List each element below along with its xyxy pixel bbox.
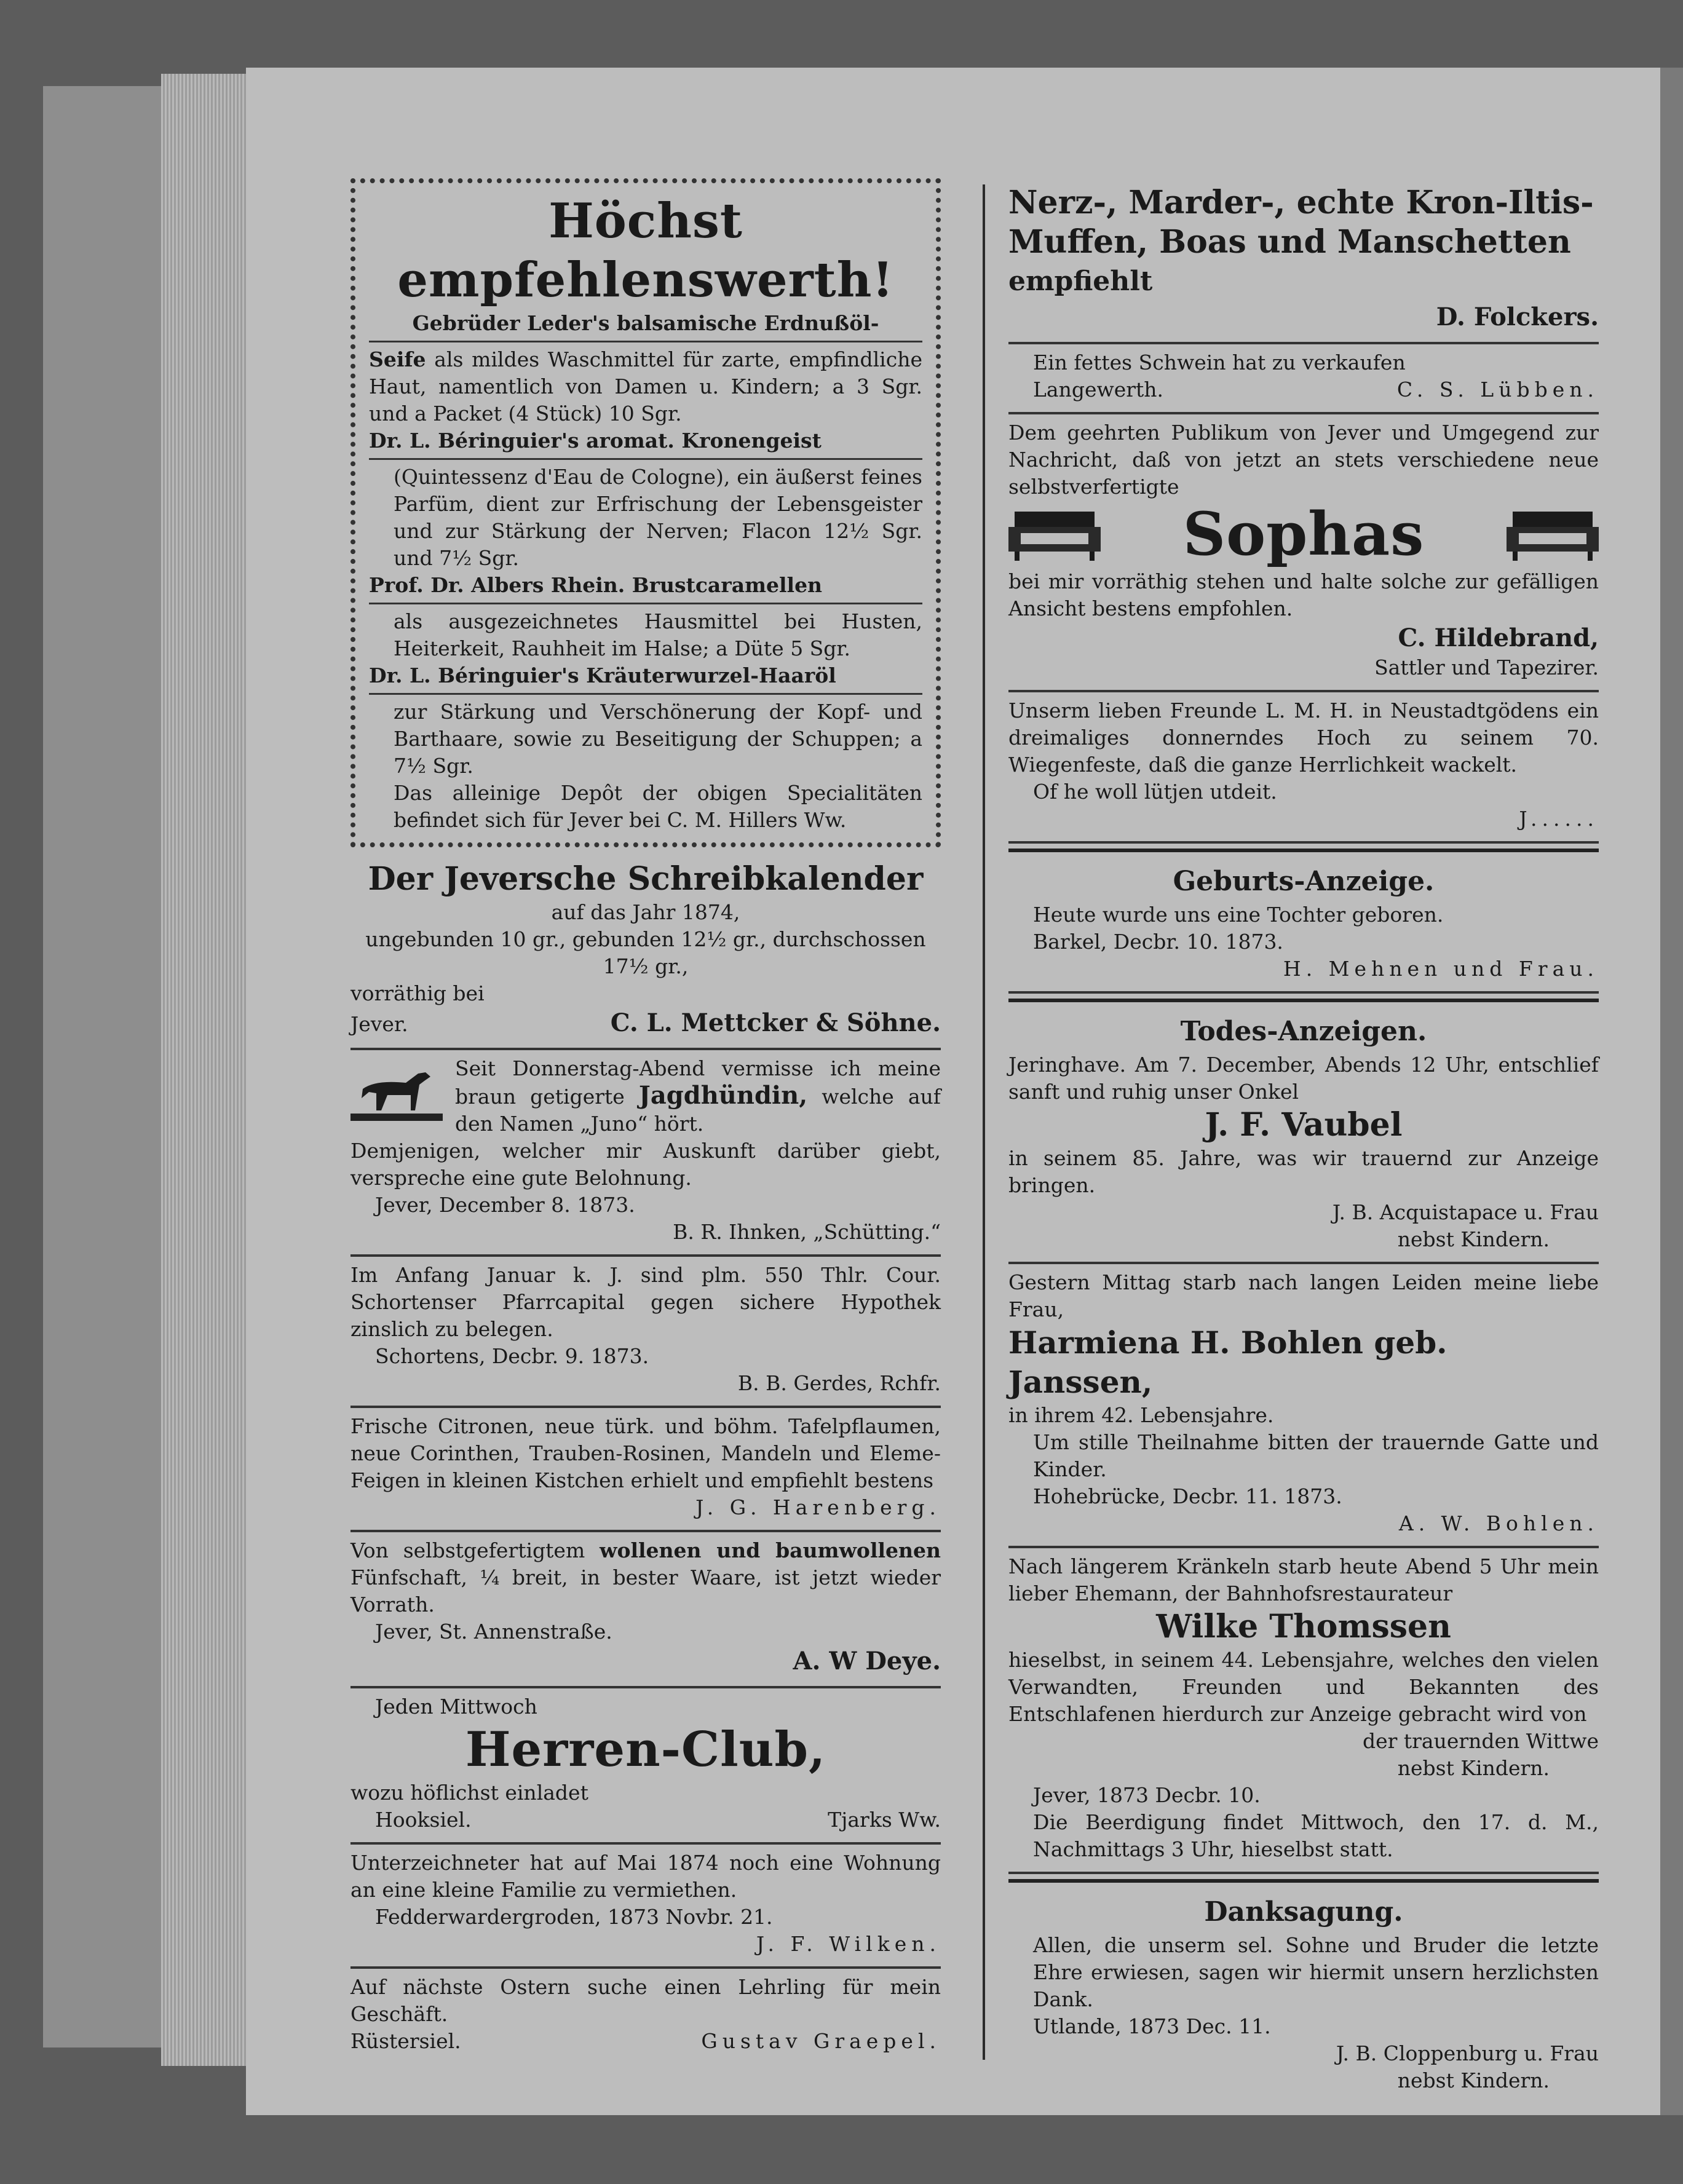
tod3-text2: hieselbst, in seinem 44. Lebensjahre, welches den vielen Verwandten, Freunden und Bekannten des Entschlafenen hierdurch zur Anzeige gebracht wird von [1008, 1648, 1599, 1726]
hund-signature: B. R. Ihnken, „Schütting.“ [673, 1220, 941, 1244]
geburt-text: Heute wurde uns eine Tochter geboren. [1033, 903, 1444, 927]
wolle-bold: wollenen und baumwollenen [600, 1538, 941, 1562]
tod-title: Todes-Anzeigen. [1180, 1016, 1427, 1047]
geburt-title: Geburts-Anzeige. [1173, 866, 1435, 897]
schwein-text: Ein fettes Schwein hat zu verkaufen [1033, 350, 1406, 374]
book-cover-edge [43, 86, 176, 2048]
tod3-name: Wilke Thomssen [1156, 1608, 1451, 1645]
kalender-ad [350, 855, 941, 1050]
left-column [350, 178, 941, 2063]
geburt-ad [1008, 857, 1599, 994]
tod2-signature: A. W. Bohlen. [1398, 1511, 1599, 1535]
boxed-advertisement [350, 178, 941, 847]
lehrling-text: Auf nächste Ostern suche einen Lehrling für mein Geschäft. [350, 1975, 941, 2026]
gruss-text: Unserm lieben Freunde L. M. H. in Neustadtgödens ein dreimaliges donnerndes Hoch zu seinem 70. Wiegenfeste, daß die ganze Herrlichkeit wackelt. [1008, 698, 1599, 777]
seife-heading: Seife [369, 347, 426, 371]
kalender-line3: vorräthig bei [350, 981, 485, 1005]
club-place: Hooksiel. [375, 1808, 472, 1832]
tod1-signature: J. B. Acquistapace u. Frau [1332, 1200, 1599, 1224]
tod2-text1: Gestern Mittag starb nach langen Leiden meine liebe Frau, [1008, 1270, 1599, 1321]
divider [369, 341, 922, 342]
kronengeist-text: (Quintessenz d'Eau de Cologne), ein äußerst feines Parfüm, dient zur Erfrischung der Lebensgeister und zur Stärkung der Nerven; Flacon 12½ Sgr. und 7½ Sgr. [394, 465, 922, 570]
wolle-text-pre: Von selbstgefertigtem [350, 1538, 585, 1562]
book-page-stack [161, 74, 253, 2066]
tod3-signature2: nebst Kindern. [1397, 1756, 1550, 1780]
sophas-text1: Dem geehrten Publikum von Jever und Umgegend zur Nachricht, daß von jetzt an stets verschiedene neue selbstverfertigte [1008, 421, 1599, 499]
hund-text1: Seit Donnerstag-Abend vermisse ich meine braun getigerte [455, 1056, 941, 1109]
gruss-line2: Of he woll lütjen utdeit. [1033, 780, 1277, 804]
dank-ad [1008, 1888, 1599, 2103]
kalender-title: Der Jeversche Schreibkalender [368, 860, 924, 898]
dank-text: Allen, die unserm sel. Sohne und Bruder die letzte Ehre erwiesen, sagen wir hiermit unsern herzlichsten Dank. [1033, 1933, 1599, 2011]
wolle-place: Jever, St. Annenstraße. [375, 1620, 612, 1644]
sophas-signature2: Sattler und Tapezirer. [1374, 655, 1599, 679]
haaroel-heading: Dr. L. Béringuier's Kräuterwurzel-Haaröl [369, 663, 836, 687]
sofa-right-illustration [1507, 505, 1599, 564]
seife-text: als mildes Waschmittel für zarte, empfindliche Haut, namentlich von Damen u. Kindern; a 3 Sgr. und a Packet (4 Stück) 10 Sgr. [369, 347, 922, 425]
wohnung-signature: J. F. Wilken. [756, 1932, 941, 1956]
wolle-signature: A. W Deye. [793, 1647, 941, 1676]
tod3-text3: Die Beerdigung findet Mittwoch, den 17. d. M., Nachmittags 3 Uhr, hieselbst statt. [1033, 1810, 1599, 1861]
hund-text3: Demjenigen, welcher mir Auskunft darüber giebt, verspreche eine gute Belohnung. [350, 1139, 941, 1190]
hund-bold: Jagdhündin, [638, 1081, 808, 1110]
dank-date: Utlande, 1873 Dec. 11. [1033, 2014, 1271, 2038]
wolle-ad [350, 1532, 941, 1688]
kalender-place: Jever. [350, 1012, 408, 1036]
citronen-signature: J. G. Harenberg. [695, 1495, 941, 1519]
column-divider [983, 184, 985, 2060]
club-title: Herren-Club, [465, 1722, 826, 1778]
dank-title: Danksagung. [1204, 1896, 1403, 1928]
tod2-date: Hohebrücke, Decbr. 11. 1873. [1033, 1484, 1342, 1508]
muffen-title: Nerz-, Marder-, echte Kron-Iltis-Muffen, Boas und Manschetten [1008, 184, 1594, 261]
club-signature: Tjarks Ww. [828, 1808, 941, 1832]
lehrling-place: Rüstersiel. [350, 2029, 461, 2053]
capital-signature: B. B. Gerdes, Rchfr. [737, 1371, 941, 1395]
sofa-left-illustration [1008, 505, 1101, 564]
capital-ad [350, 1257, 941, 1408]
book-right-edge [1660, 68, 1683, 2115]
sophas-signature: C. Hildebrand, [1398, 623, 1599, 652]
tod1-text1: Jeringhave. Am 7. December, Abends 12 Uhr, entschlief sanft und ruhig unser Onkel [1008, 1053, 1599, 1104]
hund-text2: welche auf den Namen „Juno“ hört. [455, 1085, 941, 1136]
divider [369, 458, 922, 460]
citronen-text: Frische Citronen, neue türk. und böhm. Tafelpflaumen, neue Corinthen, Trauben-Rosinen, Mandeln und Eleme-Feigen in kleinen Kistchen erhielt und empfiehlt bestens [350, 1414, 941, 1492]
sophas-title: Sophas [1182, 499, 1425, 569]
wohnung-date: Fedderwardergroden, 1873 Novbr. 21. [375, 1905, 773, 1929]
haaroel-text: zur Stärkung und Verschönerung der Kopf- und Barthaare, sowie zu Beseitigung der Schuppen; a 7½ Sgr. [394, 700, 922, 778]
club-ad [350, 1688, 941, 1845]
tod1-name: J. F. Vaubel [1205, 1106, 1403, 1144]
depot-text: Das alleinige Depôt der obigen Specialitäten befindet sich für Jever bei C. M. Hillers Ww. [394, 781, 922, 832]
schwein-signature: C. S. Lübben. [1396, 378, 1599, 402]
thick-divider [1008, 849, 1599, 852]
club-line2: wozu höflichst einladet [350, 1781, 588, 1805]
schwein-place: Langewerth. [1033, 378, 1164, 402]
tod1-signature2: nebst Kindern. [1397, 1227, 1550, 1251]
sophas-ad [1008, 414, 1599, 692]
thick-divider [1008, 999, 1599, 1002]
muffen-ad [1008, 178, 1599, 344]
kalender-line2: ungebunden 10 gr., gebunden 12½ gr., durchschossen 17½ gr., [365, 927, 926, 978]
gruss-ad [1008, 692, 1599, 844]
albers-heading: Prof. Dr. Albers Rhein. Brustcaramellen [369, 573, 823, 597]
schwein-ad [1008, 344, 1599, 414]
citronen-ad [350, 1408, 941, 1532]
tod2-name: Harmiena H. Bohlen geb. Janssen, [1008, 1324, 1447, 1400]
right-column [1008, 178, 1599, 2103]
dog-illustration [350, 1055, 443, 1123]
wolle-text-post: Fünfschaft, ¼ breit, in bester Waare, ist jetzt wieder Vorrath. [350, 1565, 941, 1616]
capital-text: Im Anfang Januar k. J. sind plm. 550 Thlr. Cour. Schortenser Pfarrcapital gegen sichere Hypothek zinslich zu belegen. [350, 1263, 941, 1341]
thick-divider [1008, 1879, 1599, 1883]
club-line1: Jeden Mittwoch [375, 1695, 537, 1719]
geburt-signature: H. Mehnen und Frau. [1283, 957, 1599, 981]
tod3-ad [1008, 1548, 1599, 1874]
tod3-date: Jever, 1873 Decbr. 10. [1033, 1783, 1261, 1807]
tod2-ad [1008, 1264, 1599, 1548]
kalender-line1: auf das Jahr 1874, [551, 900, 740, 924]
tod1-text2: in seinem 85. Jahre, was wir trauernd zur Anzeige bringen. [1008, 1146, 1599, 1197]
wohnung-text: Unterzeichneter hat auf Mai 1874 noch eine Wohnung an eine kleine Familie zu vermiethen. [350, 1851, 941, 1902]
lehrling-signature: Gustav Graepel. [701, 2029, 941, 2053]
muffen-line: empfiehlt [1008, 266, 1153, 297]
boxed-ad-title: Höchst empfehlenswerth! [397, 193, 894, 308]
wohnung-ad [350, 1845, 941, 1969]
kronengeist-heading: Dr. L. Béringuier's aromat. Kronengeist [369, 429, 822, 453]
boxed-ad-subtitle: Gebrüder Leder's balsamische Erdnußöl- [412, 311, 879, 335]
kalender-firm: C. L. Mettcker & Söhne. [610, 1008, 941, 1037]
dank-signature2: nebst Kindern. [1397, 2068, 1550, 2092]
hund-ad [350, 1050, 941, 1257]
divider [369, 693, 922, 695]
tod2-text3: Um stille Theilnahme bitten der trauernde Gatte und Kinder. [1033, 1430, 1599, 1481]
dank-signature: J. B. Cloppenburg u. Frau [1336, 2041, 1599, 2065]
tod2-text2: in ihrem 42. Lebensjahre. [1008, 1403, 1274, 1427]
tod3-text1: Nach längerem Kränkeln starb heute Abend 5 Uhr mein lieber Ehemann, der Bahnhofsrestaurateur [1008, 1554, 1599, 1605]
tod1-ad [1008, 1007, 1599, 1264]
albers-text: als ausgezeichnetes Hausmittel bei Husten, Heiterkeit, Rauhheit im Halse; a Düte 5 Sgr. [394, 609, 922, 660]
gruss-signature: J...... [1519, 807, 1599, 831]
sophas-text2: bei mir vorräthig stehen und halte solche zur gefälligen Ansicht bestens empfohlen. [1008, 569, 1599, 620]
lehrling-ad [350, 1969, 941, 2063]
divider [369, 603, 922, 604]
tod3-signature: der trauernden Wittwe [1362, 1729, 1599, 1753]
hund-date: Jever, December 8. 1873. [375, 1193, 635, 1217]
muffen-signature: D. Folckers. [1436, 303, 1599, 331]
geburt-date: Barkel, Decbr. 10. 1873. [1033, 930, 1283, 954]
capital-date: Schortens, Decbr. 9. 1873. [375, 1344, 649, 1368]
